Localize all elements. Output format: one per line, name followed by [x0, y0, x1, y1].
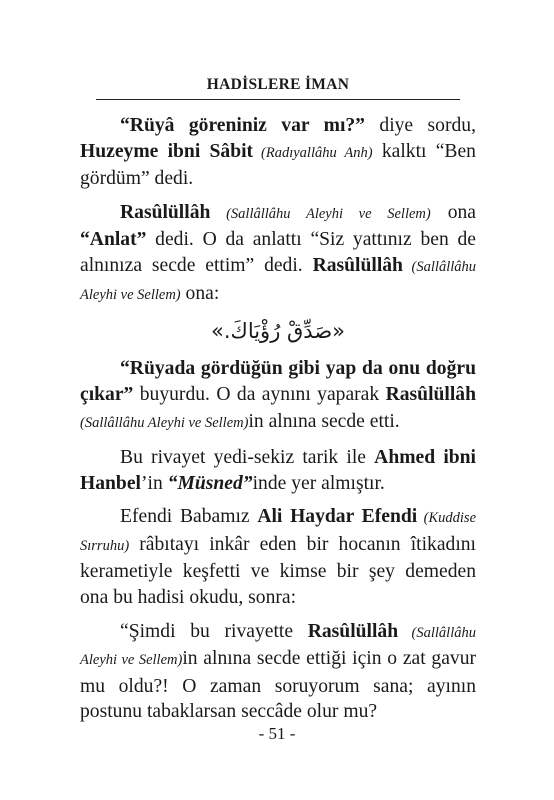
person-name: Rasûlüllâh	[385, 383, 476, 405]
person-name: Rasûlüllâh	[312, 254, 403, 276]
text: ona	[430, 201, 476, 223]
text: ona:	[180, 282, 220, 304]
person-name: Ali Haydar Efendi	[257, 506, 418, 528]
honorific: (Sallâllâhu Aleyhi ve Sellem)	[80, 415, 249, 432]
person-name: Ahmed ibni Hanbel	[80, 446, 476, 494]
honorific: (Sallâllâhu Aleyhi ve Sellem)	[80, 624, 476, 669]
text: diye sordu,	[364, 115, 476, 136]
text: ’in	[140, 472, 168, 494]
honorific: (Kuddise Sırruhu)	[80, 510, 477, 554]
text: râbıtayı inkâr eden bir hocanın îtikadını kerametiyle keşfetti ve kimse bir şey demeden ona bu hadisi okudu, sonra:	[80, 533, 476, 608]
bold-quote: “Rüyada gördüğün gibi yap da onu doğru çıkar”	[80, 358, 476, 405]
text: inde yer almıştır.	[252, 472, 385, 494]
text: buyurdu. O da aynını yaparak	[133, 383, 386, 405]
honorific: (Sallâllâhu Aleyhi ve Sellem)	[80, 258, 476, 303]
text: in alnına secde etti.	[248, 411, 400, 433]
book-title: “Müsned”	[167, 472, 253, 494]
person-name: Rasûlüllâh	[307, 620, 399, 642]
bold-word: “Anlat”	[80, 229, 147, 251]
text: in alnına secde ettiği için o zat gavur mu oldu?! O zaman soruyorum sana; ayının postunu tabaklarsan seccâde olur mu?	[80, 648, 477, 723]
running-header: HADİSLERE İMAN	[206, 76, 350, 93]
page-body	[80, 113, 476, 725]
honorific: (Sallâllâhu Aleyhi ve Sellem)	[210, 205, 431, 222]
text: Efendi Babamız	[120, 506, 258, 528]
text: dedi. O da anlattı “Siz yattınız ben de alnınıza secde ettim” dedi.	[80, 229, 476, 276]
paragraph-6	[80, 619, 476, 725]
text: kalktı “Ben gördüm” dedi.	[80, 140, 476, 190]
paragraph-3	[80, 356, 476, 437]
honorific: (Radıyallâhu Anh)	[253, 144, 373, 161]
person-name: Rasûlüllâh	[120, 201, 211, 223]
paragraph-2	[80, 200, 476, 308]
page-number: - 51 -	[258, 724, 296, 743]
bold-quote: “Rüyâ göreniniz var mı?”	[120, 115, 365, 136]
paragraph-1	[80, 113, 476, 192]
text: “Şimdi bu rivayette	[120, 620, 308, 642]
paragraph-5	[80, 504, 476, 610]
person-name: Huzeyme ibni Sâbit	[80, 140, 254, 162]
paragraph-4	[80, 445, 476, 496]
arabic-hadith: «صَدِّقْ رُؤْيَاكَ.»	[210, 319, 346, 344]
header-rule	[96, 99, 460, 100]
text: Bu rivayet yedi-sekiz tarik ile	[120, 446, 375, 468]
